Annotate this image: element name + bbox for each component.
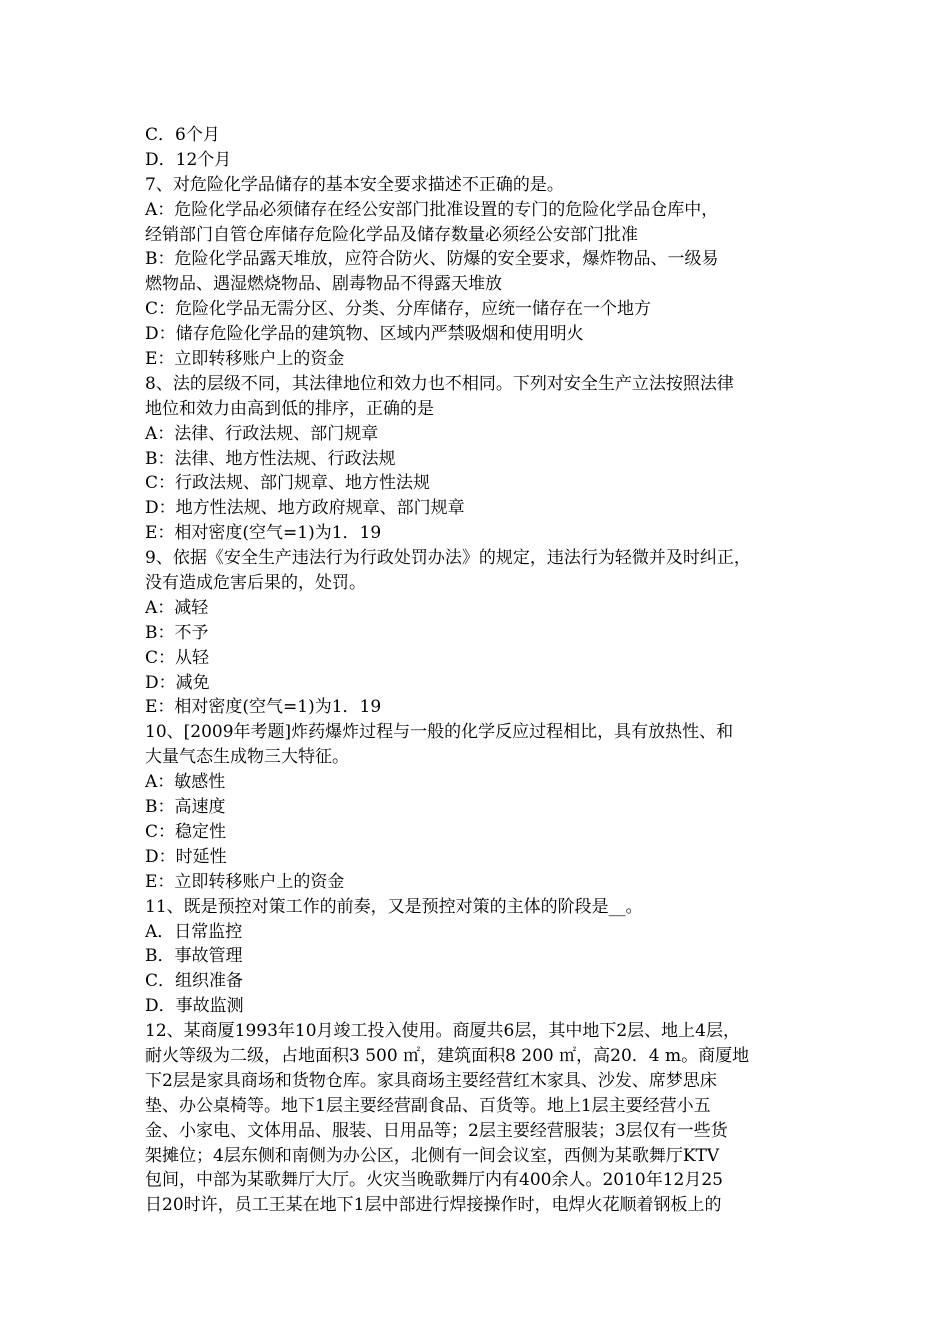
document-page	[145, 123, 825, 1218]
option-line: A：减轻	[145, 597, 209, 618]
option-line: 燃物品、遇湿燃烧物品、剧毒物品不得露天堆放	[145, 274, 502, 295]
question-stem: 7、对危险化学品储存的基本安全要求描述不正确的是。	[145, 174, 564, 195]
option-line: B．事故管理	[145, 946, 243, 967]
question-stem: 耐火等级为二级，占地面积3 500 ㎡，建筑面积8 200 ㎡，高20．4 m。商厦地	[145, 1045, 750, 1066]
option-line: A：敏感性	[145, 772, 226, 793]
option-line: 经销部门自管仓库储存危险化学品及储存数量必须经公安部门批准	[145, 224, 638, 245]
option-line: B：法律、地方性法规、行政法规	[145, 448, 396, 469]
option-line: D．事故监测	[145, 996, 244, 1017]
question-stem: 8、法的层级不同，其法律地位和效力也不相同。下列对安全生产立法按照法律	[145, 373, 734, 394]
option-line: E：相对密度(空气=1)为1．19	[145, 697, 382, 718]
question-stem: 大量气态生成物三大特征。	[145, 747, 349, 768]
option-line: D：储存危险化学品的建筑物、区域内严禁吸烟和使用明火	[145, 324, 584, 345]
option-line: C．组织准备	[145, 971, 244, 992]
option-line: A：法律、行政法规、部门规章	[145, 423, 379, 444]
option-line: E：立即转移账户上的资金	[145, 871, 345, 892]
question-stem: 包间，中部为某歌舞厅大厅。火灾当晚歌舞厅内有400余人。2010年12月25	[145, 1170, 723, 1191]
option-line: D：地方性法规、地方政府规章、部门规章	[145, 498, 465, 519]
option-line: A：危险化学品必须储存在经公安部门批准设置的专门的危险化学品仓库中，	[145, 199, 719, 220]
question-stem: 9、依据《安全生产违法行为行政处罚办法》的规定，违法行为轻微并及时纠正，	[145, 548, 751, 569]
option-line: E：立即转移账户上的资金	[145, 349, 345, 370]
option-line: B：不予	[145, 622, 209, 643]
question-stem: 地位和效力由高到低的排序，正确的是	[145, 398, 434, 419]
text-line: C．6个月	[145, 125, 220, 145]
option-line: C：稳定性	[145, 821, 227, 842]
question-stem: 下2层是家具商场和货物仓库。家具商场主要经营红木家具、沙发、席梦思床	[145, 1070, 717, 1091]
question-stem: 架摊位；4层东侧和南侧为办公区，北侧有一间会议室，西侧为某歌舞厅KTV	[145, 1145, 720, 1166]
question-stem: 日20时许，员工王某在地下1层中部进行焊接操作时，电焊火花顺着钢板上的	[145, 1195, 722, 1216]
option-line: C：危险化学品无需分区、分类、分库储存，应统一储存在一个地方	[145, 299, 652, 320]
option-line: C：行政法规、部门规章、地方性法规	[145, 473, 431, 494]
question-stem: 金、小家电、文体用品、服装、日用品等；2层主要经营服装；3层仅有一些货	[145, 1120, 728, 1141]
question-stem: 11、既是预控对策工作的前奏，又是预控对策的主体的阶段是__。	[145, 896, 643, 917]
option-line: C：从轻	[145, 647, 210, 668]
option-line: B：危险化学品露天堆放，应符合防火、防爆的安全要求，爆炸物品、一级易	[145, 249, 719, 270]
question-stem: 没有造成危害后果的，处罚。	[145, 573, 366, 594]
option-line: A．日常监控	[145, 921, 243, 942]
option-line: B：高速度	[145, 797, 226, 818]
question-stem: 12、某商厦1993年10月竣工投入使用。商厦共6层，其中地下2层、地上4层，	[145, 1021, 740, 1042]
question-stem: 10、[2009年考题]炸药爆炸过程与一般的化学反应过程相比，具有放热性、和	[145, 722, 734, 743]
option-line: D：时延性	[145, 846, 227, 867]
question-stem: 垫、办公桌椅等。地下1层主要经营副食品、百货等。地上1层主要经营小五	[145, 1095, 711, 1116]
option-line: E：相对密度(空气=1)为1．19	[145, 523, 382, 544]
option-line: D：减免	[145, 672, 210, 693]
text-line: D．12个月	[145, 149, 232, 170]
